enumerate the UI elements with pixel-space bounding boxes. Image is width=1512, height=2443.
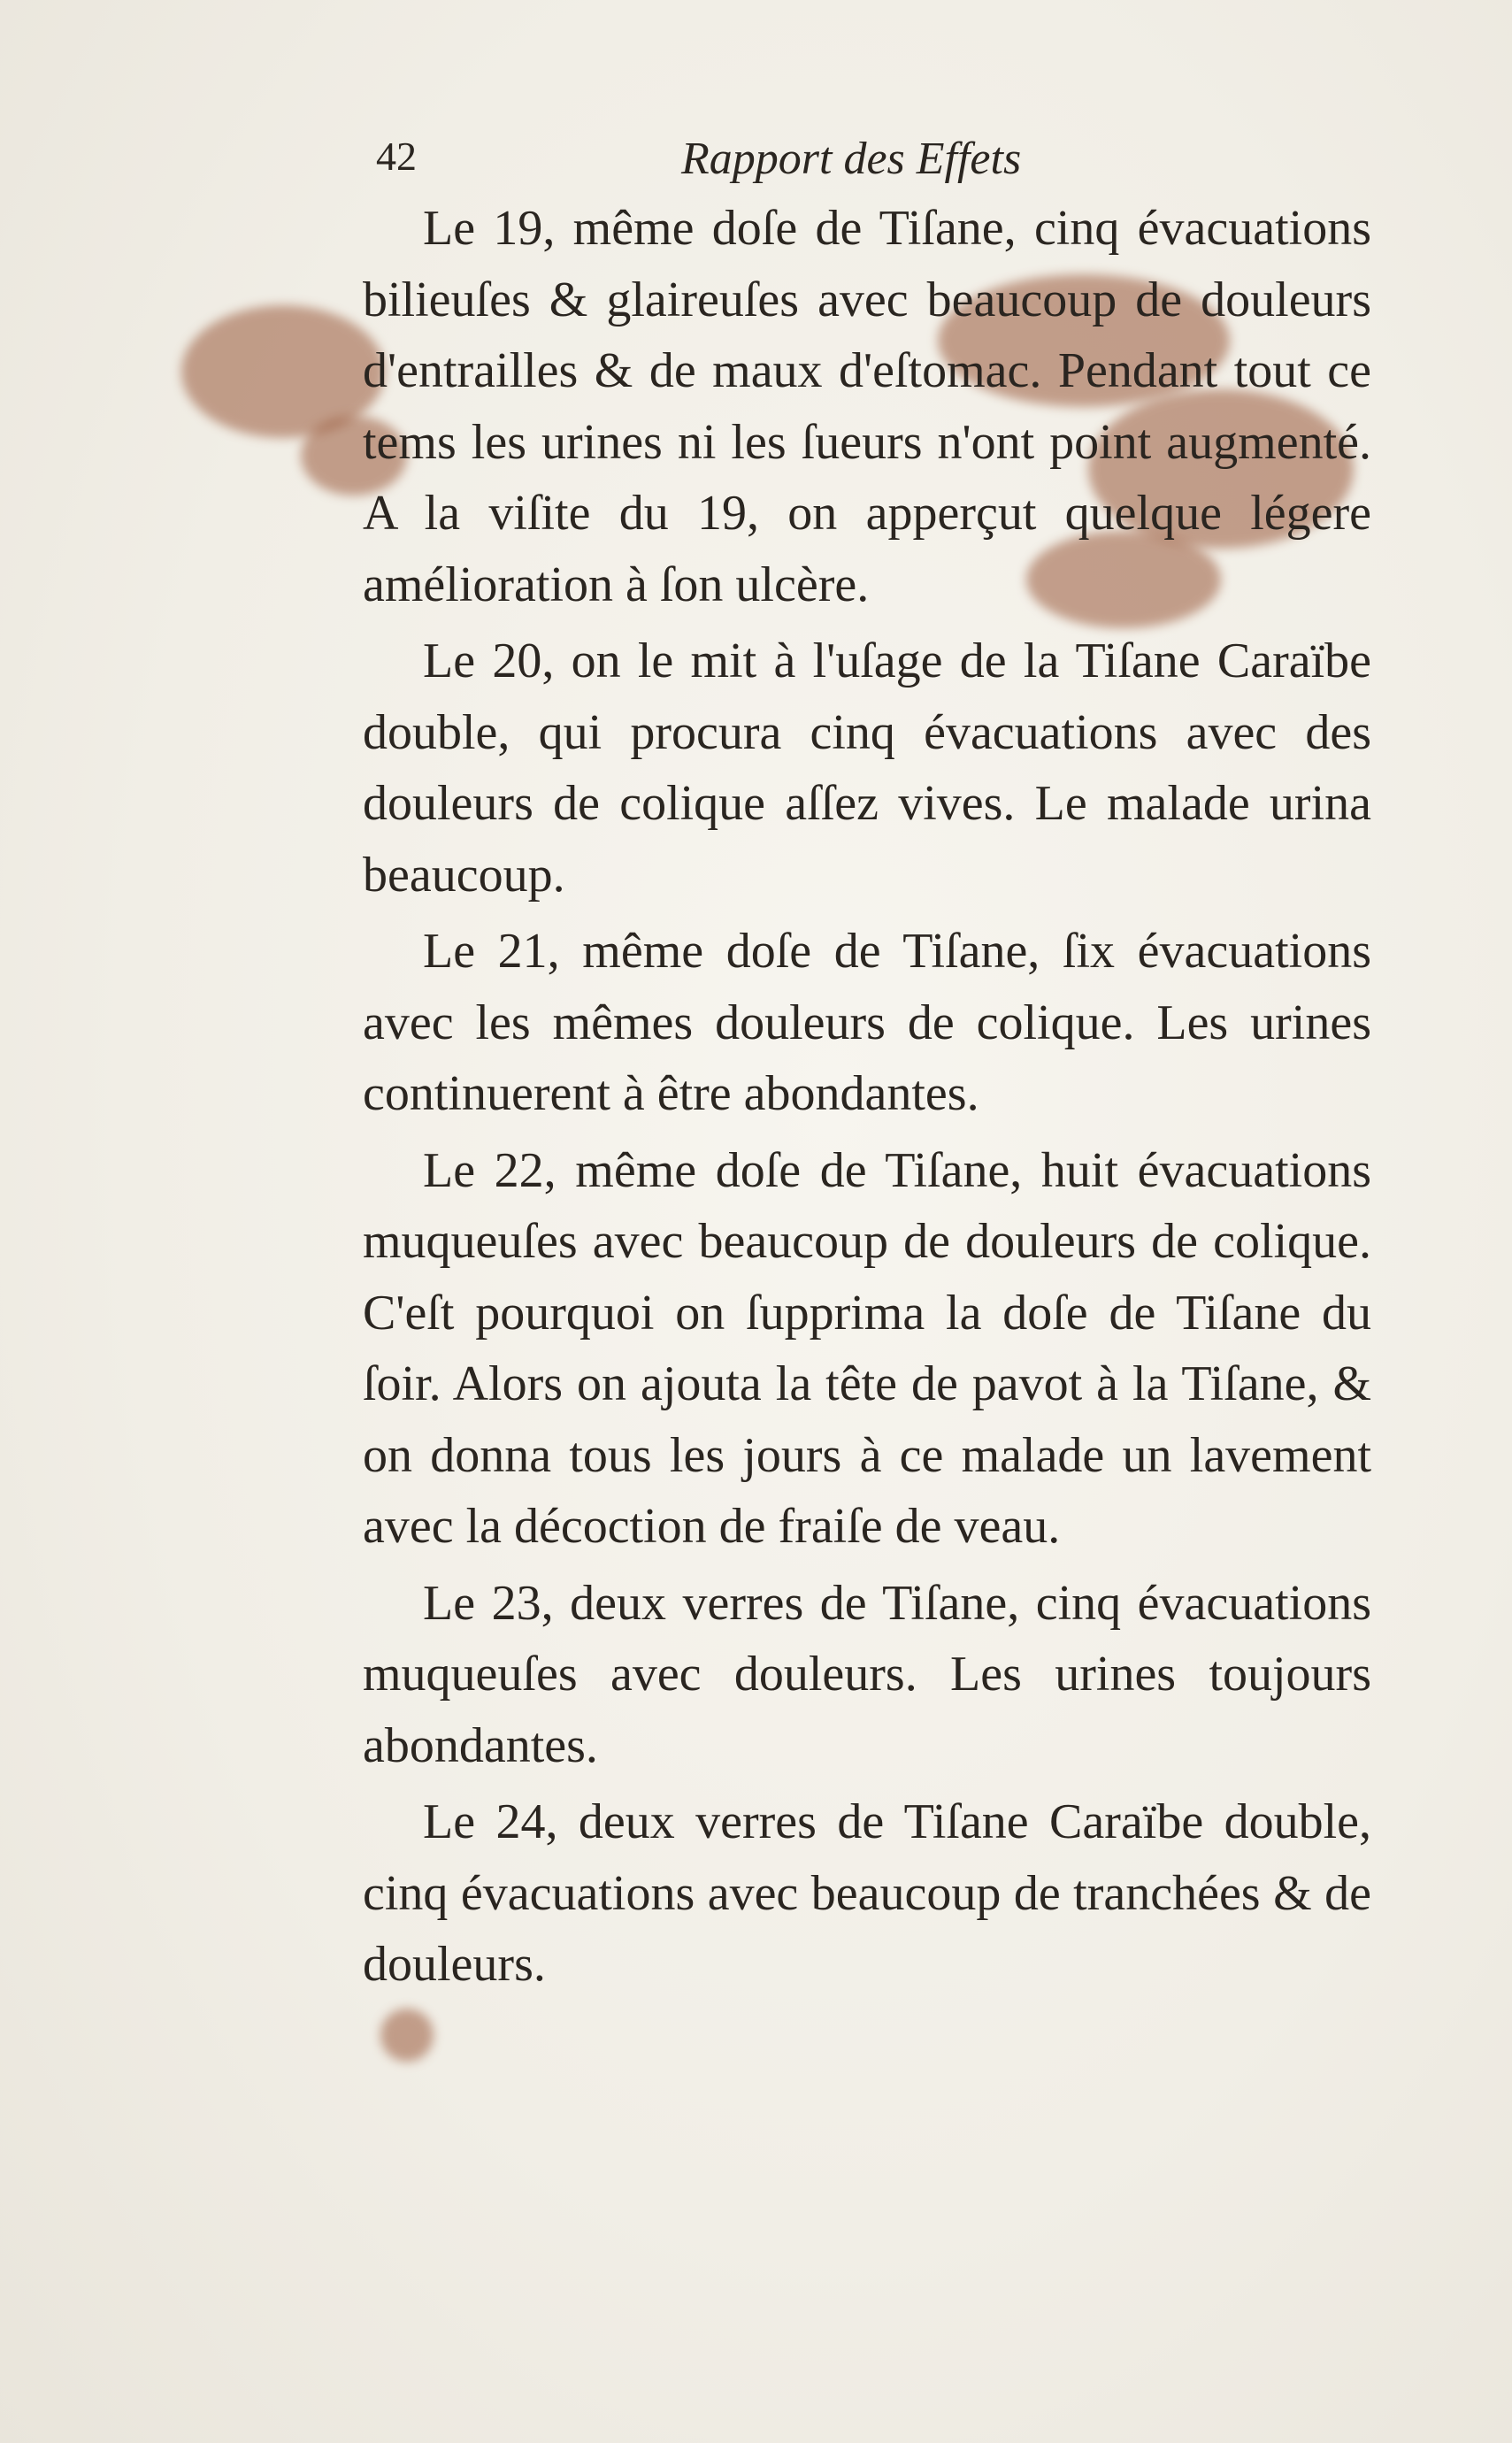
paragraph: Le 21, même doſe de Tiſane, ſix évacuations avec les mêmes douleurs de colique. Les urines continuerent à être abondantes. (363, 924, 1371, 1121)
paragraph: Le 24, deux verres de Tiſane Caraïbe double, cinq évacuations avec beaucoup de tranchées & de douleurs. (363, 1794, 1371, 1992)
stain-bottom-small (380, 2009, 434, 2062)
page-number: 42 (376, 134, 417, 179)
paragraph: Le 20, on le mit à l'uſage de la Tiſane Caraïbe double, qui procura cinq évacuations avec des douleurs de colique aſſez vives. Le malade urina beaucoup. (363, 634, 1371, 903)
page-header (376, 133, 1367, 195)
paragraph: Le 19, même doſe de Tiſane, cinq évacuations bilieuſes & glaireuſes avec beaucoup de douleurs d'entrailles & de maux d'eſtomac. Pendant tout ce tems les urines ni les ſueurs n'ont point augmenté. A la viſite du 19, on apperçut quelque légere amélioration à ſon ulcère. (363, 201, 1371, 612)
body-text (363, 193, 1371, 2001)
paragraph: Le 22, même doſe de Tiſane, huit évacuations muqueuſes avec beaucoup de douleurs de colique. C'eſt pourquoi on ſupprima la doſe de Tiſane du ſoir. Alors on ajouta la tête de pavot à la Tiſane, & on donna tous les jours à ce malade un lavement avec la décoction de fraiſe de veau. (363, 1142, 1371, 1554)
running-title: Rapport des Effets (681, 134, 1022, 184)
paragraph: Le 23, deux verres de Tiſane, cinq évacuations muqueuſes avec douleurs. Les urines toujours abondantes. (363, 1575, 1371, 1773)
